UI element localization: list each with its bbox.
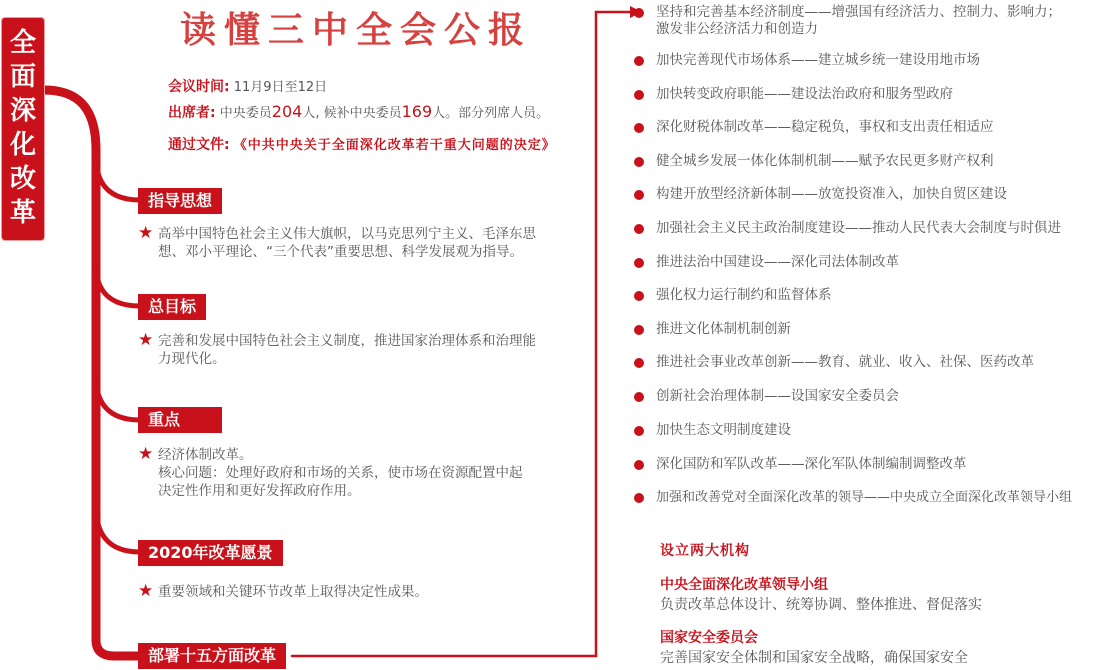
document-row (168, 134, 556, 154)
document-label: 通过文件: (168, 137, 230, 153)
reform-item (656, 456, 967, 473)
institutions-heading: 设立两大机构 (660, 543, 750, 559)
meeting-time-label: 会议时间: (168, 79, 230, 95)
bullet-icon (634, 224, 644, 234)
reform-item (656, 254, 899, 271)
reform-text: 加快转变政府职能——建设法治政府和服务型政府 (656, 86, 953, 102)
members-count: 204 (271, 102, 303, 121)
bullet-icon (634, 56, 644, 66)
page-title: 读懂三中全会公报 (180, 10, 533, 51)
star-icon: ★ (138, 330, 154, 350)
attendees-row (168, 102, 549, 122)
vision-body (138, 581, 558, 601)
bullet-icon (634, 426, 644, 436)
bullet-icon (634, 8, 644, 18)
bullet-icon (634, 460, 644, 470)
bullet-icon (634, 123, 644, 133)
branch-4 (96, 510, 140, 552)
meeting-time-row (168, 76, 327, 96)
reform-item (656, 354, 1034, 371)
star-icon: ★ (138, 444, 154, 464)
reform-text: 强化权力运行制约和监督体系 (656, 287, 832, 303)
reform-text: 健全城乡发展一体化体制机制——赋予农民更多财产权利 (656, 153, 994, 169)
reform-item (656, 52, 980, 69)
reform-item (656, 388, 899, 405)
side-tab: 全面深化改革 (2, 18, 44, 240)
reform-text: 加强社会主义民主政治制度建设——推动人民代表大会制度与时俱进 (656, 220, 1061, 236)
star-icon: ★ (138, 223, 154, 243)
attendees-pre: 中央委员 (219, 106, 272, 121)
bullet-icon (634, 291, 644, 301)
bullet-icon (634, 493, 644, 503)
branch-3 (96, 380, 140, 420)
institution-desc: 负责改革总体设计、统筹协调、整体推进、督促落实 (660, 597, 982, 613)
reform-item (656, 86, 953, 103)
reform-item (656, 186, 1007, 203)
bullet-icon (634, 392, 644, 402)
reform-item (656, 287, 832, 304)
reform-text: 推进社会事业改革创新——教育、就业、收入、社保、医药改革 (656, 354, 1034, 370)
body-line: 高举中国特色社会主义伟大旗帜，以马克思列宁主义、毛泽东思 (158, 226, 536, 242)
node-guiding-thought: 指导思想 (138, 188, 222, 214)
reform-item (656, 153, 994, 170)
node-focus: 重点 (138, 407, 222, 433)
body-line: 决定性作用和更好发挥政府作用。 (158, 483, 361, 499)
reform-item (656, 489, 1072, 506)
star-icon: ★ (138, 581, 154, 601)
node-overall-goal: 总目标 (138, 294, 206, 320)
bullet-icon (634, 190, 644, 200)
institution-desc: 完善国家安全体制和国家安全战略，确保国家安全 (660, 650, 968, 666)
institution-item (660, 627, 968, 667)
bullet-icon (634, 358, 644, 368)
meeting-time-value: 11月9日至12日 (233, 80, 328, 95)
reform-text: 推进文化体制机制创新 (656, 321, 791, 337)
document-title: 《中共中央关于全面深化改革若干重大问题的决定》 (233, 138, 556, 153)
bullet-icon (634, 258, 644, 268)
reform-item (656, 4, 1061, 38)
guiding-thought-body (138, 223, 558, 261)
institution-name: 国家安全委员会 (660, 630, 758, 646)
body-line: 力现代化。 (158, 351, 226, 367)
node-2020-vision: 2020年改革愿景 (138, 540, 283, 566)
node-fifteen-reforms: 部署十五方面改革 (138, 643, 286, 669)
reform-text: 加快完善现代市场体系——建立城乡统一建设用地市场 (656, 52, 980, 68)
attendees-label: 出席者: (168, 105, 216, 121)
trunk-curve (44, 90, 140, 656)
body-line: 经济体制改革。 (158, 447, 253, 463)
attendees-mid: 人, 候补中央委员 (302, 106, 402, 121)
bullet-icon (634, 157, 644, 167)
reform-text: 坚持和完善基本经济制度——增强国有经济活力、控制力、影响力； (656, 4, 1061, 20)
branch-1 (96, 160, 140, 200)
institution-name: 中央全面深化改革领导小组 (660, 577, 828, 593)
alternate-count: 169 (401, 102, 433, 121)
branch-2 (96, 268, 140, 306)
overall-goal-body (138, 330, 558, 368)
body-line: 想、邓小平理论、“三个代表”重要思想、科学发展观为指导。 (158, 244, 523, 260)
reform-text: 推进法治中国建设——深化司法体制改革 (656, 254, 899, 270)
reform-text: 构建开放型经济新体制——放宽投资准入，加快自贸区建设 (656, 186, 1007, 202)
reform-item (656, 321, 791, 338)
body-line: 核心问题：处理好政府和市场的关系，使市场在资源配置中起 (158, 465, 523, 481)
reform-text: 创新社会治理体制——设国家安全委员会 (656, 388, 899, 404)
reform-text: 加快生态文明制度建设 (656, 422, 791, 438)
institution-item (660, 574, 982, 614)
attendees-post: 人。部分列席人员。 (432, 106, 550, 121)
body-line: 完善和发展中国特色社会主义制度，推进国家治理体系和治理能 (158, 333, 536, 349)
bullet-icon (634, 325, 644, 335)
focus-body (138, 444, 558, 500)
reform-text: 加强和改善党对全面深化改革的领导——中央成立全面深化改革领导小组 (656, 490, 1073, 505)
reform-text: 深化财税体制改革——稳定税负，事权和支出责任相适应 (656, 119, 994, 135)
body-line: 重要领域和关键环节改革上取得决定性成果。 (158, 584, 428, 600)
reform-text: 深化国防和军队改革——深化军队体制编制调整改革 (656, 456, 967, 472)
reform-item (656, 422, 791, 439)
bullet-icon (634, 90, 644, 100)
reform-text: 激发非公经济活力和创造力 (656, 21, 818, 37)
reform-item (656, 119, 994, 136)
reform-item (656, 220, 1061, 237)
